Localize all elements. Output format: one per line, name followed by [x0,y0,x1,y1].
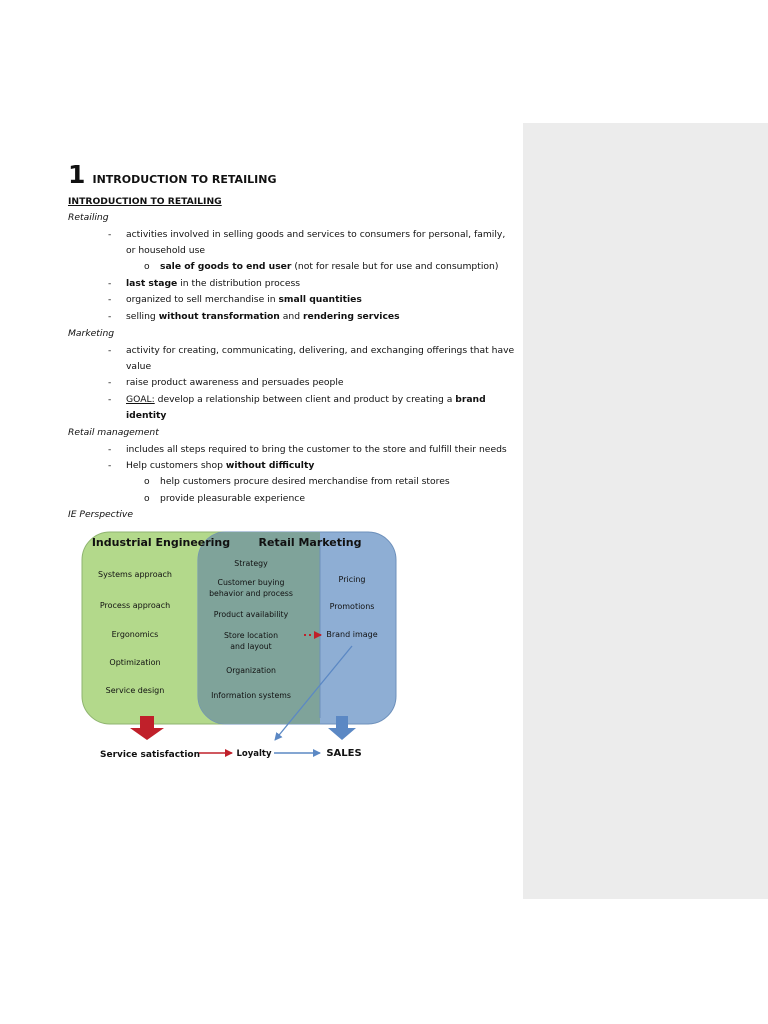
right-title: Retail Marketing [258,536,362,549]
dash-bullet: - [108,444,112,455]
retail-marketing-item: Promotions [329,602,375,611]
dash-bullet: - [108,345,112,356]
dash-bullet: - [108,394,112,405]
comments-pane [523,123,768,899]
ie-perspective-label: IE Perspective [68,509,133,520]
chapter-number: 1 [68,160,86,189]
marketing-bullet-1-cont: value [126,361,152,372]
overlap-item: Customer buying [217,578,285,587]
retail-management-bullet-2: Help customers shop without difficulty [126,460,315,471]
overlap-item: and layout [230,642,272,651]
dash-bullet: - [108,460,112,471]
retail-management-label: Retail management [68,427,159,438]
retailing-bullet-4: selling without transformation and rendering services [126,311,400,322]
overlap-item: Organization [226,666,276,675]
overlap-item: Strategy [234,559,268,568]
circle-bullet: o [144,261,150,272]
dash-bullet: - [108,294,112,305]
chapter-title: INTRODUCTION TO RETAILING [92,173,277,186]
chapter-heading [68,160,277,190]
retail-management-sub-bullet-1: help customers procure desired merchandise from retail stores [160,476,450,487]
section-subheading: INTRODUCTION TO RETAILING [68,196,222,207]
loyalty-label: Loyalty [236,749,272,759]
overlap-item: Store location [223,631,279,640]
ie-item: Systems approach [98,570,172,579]
marketing-bullet-1: activity for creating, communicating, delivering, and exchanging offerings that have [126,345,515,356]
overlap-item: Information systems [211,691,291,700]
retail-marketing-item: Brand image [326,630,378,639]
retailing-bullet-2: last stage in the distribution process [126,278,301,289]
retailing-bullet-1: activities involved in selling goods and services to consumers for personal, family, [126,229,506,240]
retailing-bullet-1-cont: or household use [126,245,206,256]
retail-marketing-item: Pricing [338,575,366,584]
overlap-item: Product availability [213,610,289,619]
service-satisfaction-label: Service satisfaction [99,750,201,760]
dash-bullet: - [108,311,112,322]
ie-item: Ergonomics [111,630,159,639]
left-title: Industrial Engineering [91,536,231,549]
circle-bullet: o [144,493,150,504]
venn-svg [68,528,408,768]
sales-label: SALES [326,748,362,759]
dash-bullet: - [108,229,112,240]
dash-bullet: - [108,377,112,388]
marketing-bullet-2: raise product awareness and persuades people [126,377,344,388]
marketing-bullet-3: GOAL: develop a relationship between client and product by creating a brand [126,394,486,405]
retailing-sub-bullet-1: sale of goods to end user (not for resale but for use and consumption) [160,261,499,272]
retail-management-bullet-1: includes all steps required to bring the customer to the store and fulfill their needs [126,444,507,455]
retail-management-sub-bullet-2: provide pleasurable experience [160,493,305,504]
dash-bullet: - [108,278,112,289]
marketing-label: Marketing [68,328,115,339]
retailing-bullet-3: organized to sell merchandise in small quantities [126,294,362,305]
ie-item: Process approach [99,601,171,610]
retailing-label: Retailing [68,212,109,223]
circle-bullet: o [144,476,150,487]
marketing-bullet-3-cont: identity [126,410,167,421]
ie-item: Optimization [109,658,161,667]
overlap-item: behavior and process [209,589,293,598]
ie-item: Service design [105,686,165,695]
ie-venn-diagram [68,528,408,768]
